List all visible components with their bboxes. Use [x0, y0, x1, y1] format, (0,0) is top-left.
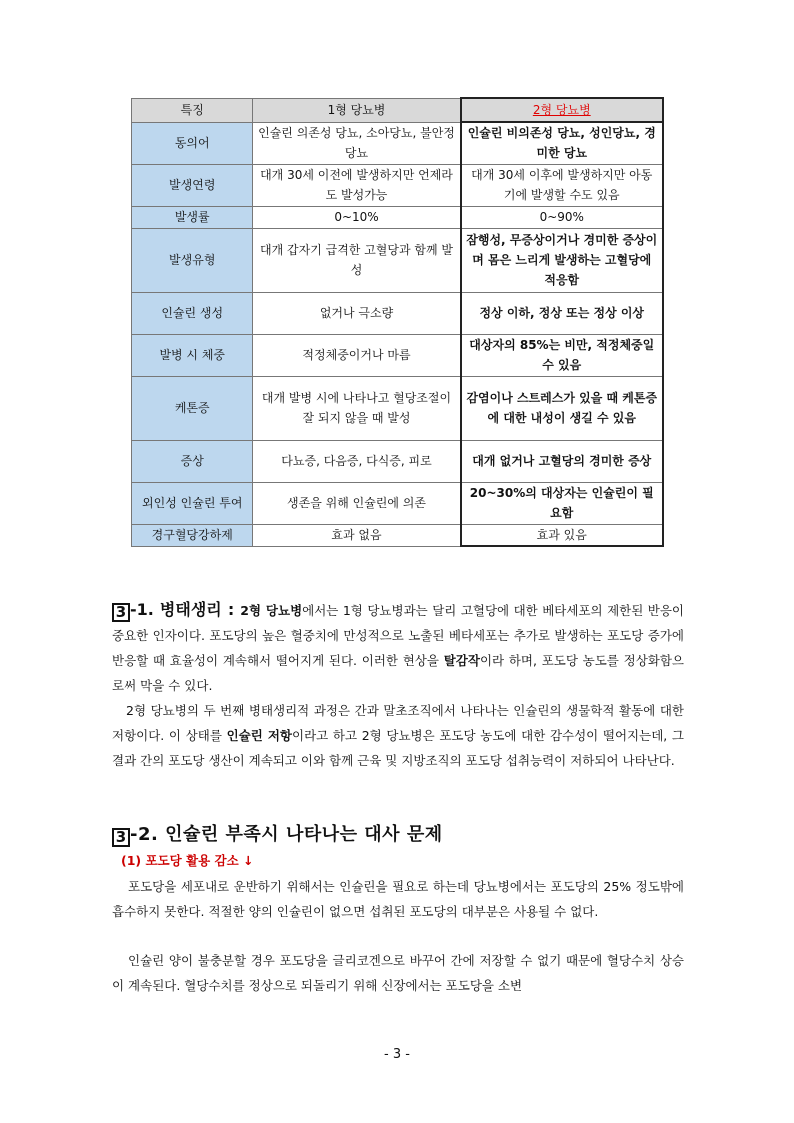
- section1-paragraph2: [112, 698, 684, 773]
- type1-cell: 대개 발병 시에 나타나고 혈당조절이 잘 되지 않을 때 발성: [253, 376, 461, 440]
- table-header-row: [132, 98, 664, 122]
- row-label: 외인성 인슐린 투여: [132, 482, 253, 524]
- section1-bold-term: 2형 당뇨병: [240, 603, 303, 618]
- section2-heading: [112, 820, 443, 847]
- type1-cell: 인슐린 의존성 당뇨, 소아당뇨, 불안정 당뇨: [253, 122, 461, 164]
- type2-cell: 정상 이하, 정상 또는 정상 이상: [461, 292, 663, 334]
- section1-colon: :: [221, 600, 241, 619]
- section1-number-box: 3: [112, 603, 130, 622]
- type1-cell: 효과 없음: [253, 524, 461, 546]
- header-feature: 특징: [132, 98, 253, 122]
- section1-p2-text-b: 이라고 하고 2형 당뇨병은 포도당 농도에 대한 감수성이 떨어지는데, 그 결과 간의 포도당 생산이 계속되고 이와 함께 근육 및 지방조직의 포도당 섭취능력이 저하되어 나타난다.: [112, 728, 684, 768]
- type1-cell: 대개 갑자기 급격한 고혈당과 함께 발성: [253, 228, 461, 292]
- table-row: [132, 292, 664, 334]
- section2-number-box: 3: [112, 828, 130, 847]
- row-label: 인슐린 생성: [132, 292, 253, 334]
- section2-paragraph1: 포도당을 세포내로 운반하기 위해서는 인슐린을 필요로 하는데 당뇨병에서는 포도당의 25% 정도밖에 흡수하지 못한다. 적절한 양의 인슐린이 없으면 섭취된 포도당의 대부분은 사용될 수 없다.: [112, 879, 684, 919]
- table-row: [132, 440, 664, 482]
- section1-text-a: 에서는 1형 당뇨병과는 달리 고혈당에 대한 베타세포의 제한된 반응이 중요한 인자이다. 포도당의 높은 혈중치에 만성적으로 노출된 베타세포는 추가로 발생하는 포도당 증가에 반응할 때 효율성이 계속해서 떨어지게 된다. 이러한 현상을: [112, 603, 684, 668]
- type2-cell: 감염이나 스트레스가 있을 때 케톤증에 대한 내성이 생길 수 있음: [461, 376, 663, 440]
- row-label: 동의어: [132, 122, 253, 164]
- row-label: 발생유형: [132, 228, 253, 292]
- type2-cell: 20~30%의 대상자는 인슐린이 필요함: [461, 482, 663, 524]
- type2-cell: 효과 있음: [461, 524, 663, 546]
- type2-cell: 0~90%: [461, 206, 663, 228]
- row-label: 증상: [132, 440, 253, 482]
- section1-bold-term2: 탈감작: [443, 653, 480, 668]
- section1-paragraph1: [112, 597, 684, 698]
- section2-paragraph2: 인슐린 양이 불충분할 경우 포도당을 글리코겐으로 바꾸어 간에 저장할 수 없기 때문에 혈당수치 상승이 계속된다. 혈당수치를 정상으로 되돌리기 위해 신장에서는 포도당을 소변: [112, 953, 684, 993]
- comparison-table: [131, 97, 664, 547]
- row-label: 발생률: [132, 206, 253, 228]
- table-row: [132, 524, 664, 546]
- section1-p2-text-a: 2형 당뇨병의 두 번째 병태생리적 과정은 간과 말초조직에서 나타나는 인슐린의 생물학적 활동에 대한 저항이다. 이 상태를: [112, 703, 684, 743]
- row-label: 케톤증: [132, 376, 253, 440]
- type2-cell: 대개 없거나 고혈당의 경미한 증상: [461, 440, 663, 482]
- section1-p2-bold: 인슐린 저항: [226, 728, 292, 743]
- type1-cell: 0~10%: [253, 206, 461, 228]
- type2-cell: 잠행성, 무증상이거나 경미한 증상이며 몸은 느리게 발생하는 고혈당에 적응함: [461, 228, 663, 292]
- table-row: [132, 228, 664, 292]
- type2-cell: 대개 30세 이후에 발생하지만 아동기에 발생할 수도 있음: [461, 164, 663, 206]
- header-type2: 2형 당뇨병: [461, 98, 663, 122]
- section2-subheading: (1) 포도당 활용 감소 ↓: [121, 853, 254, 868]
- table-row: [132, 334, 664, 376]
- type1-cell: 다뇨증, 다음증, 다식증, 피로: [253, 440, 461, 482]
- table-row: [132, 122, 664, 164]
- table-row: [132, 206, 664, 228]
- type1-cell: 적정체중이거나 마름: [253, 334, 461, 376]
- type2-cell: 인슐린 비의존성 당뇨, 성인당뇨, 경미한 당뇨: [461, 122, 663, 164]
- row-label: 발생연령: [132, 164, 253, 206]
- section2-title: -2. 인슐린 부족시 나타나는 대사 문제: [130, 824, 443, 845]
- type1-cell: 대개 30세 이전에 발생하지만 언제라도 발성가능: [253, 164, 461, 206]
- row-label: 경구혈당강하제: [132, 524, 253, 546]
- header-type1: 1형 당뇨병: [253, 98, 461, 122]
- section1-title: -1. 병태생리: [130, 600, 222, 619]
- type1-cell: 생존을 위해 인슐린에 의존: [253, 482, 461, 524]
- row-label: 발병 시 체중: [132, 334, 253, 376]
- section1-text-b: 이라 하며, 포도당 농도를 정상화함으로써 막을 수 있다.: [112, 653, 684, 693]
- table-row: [132, 376, 664, 440]
- type1-cell: 없거나 극소량: [253, 292, 461, 334]
- table-row: [132, 482, 664, 524]
- page-number: - 3 -: [384, 1047, 410, 1062]
- type2-cell: 대상자의 85%는 비만, 적정체중일 수 있음: [461, 334, 663, 376]
- table-row: [132, 164, 664, 206]
